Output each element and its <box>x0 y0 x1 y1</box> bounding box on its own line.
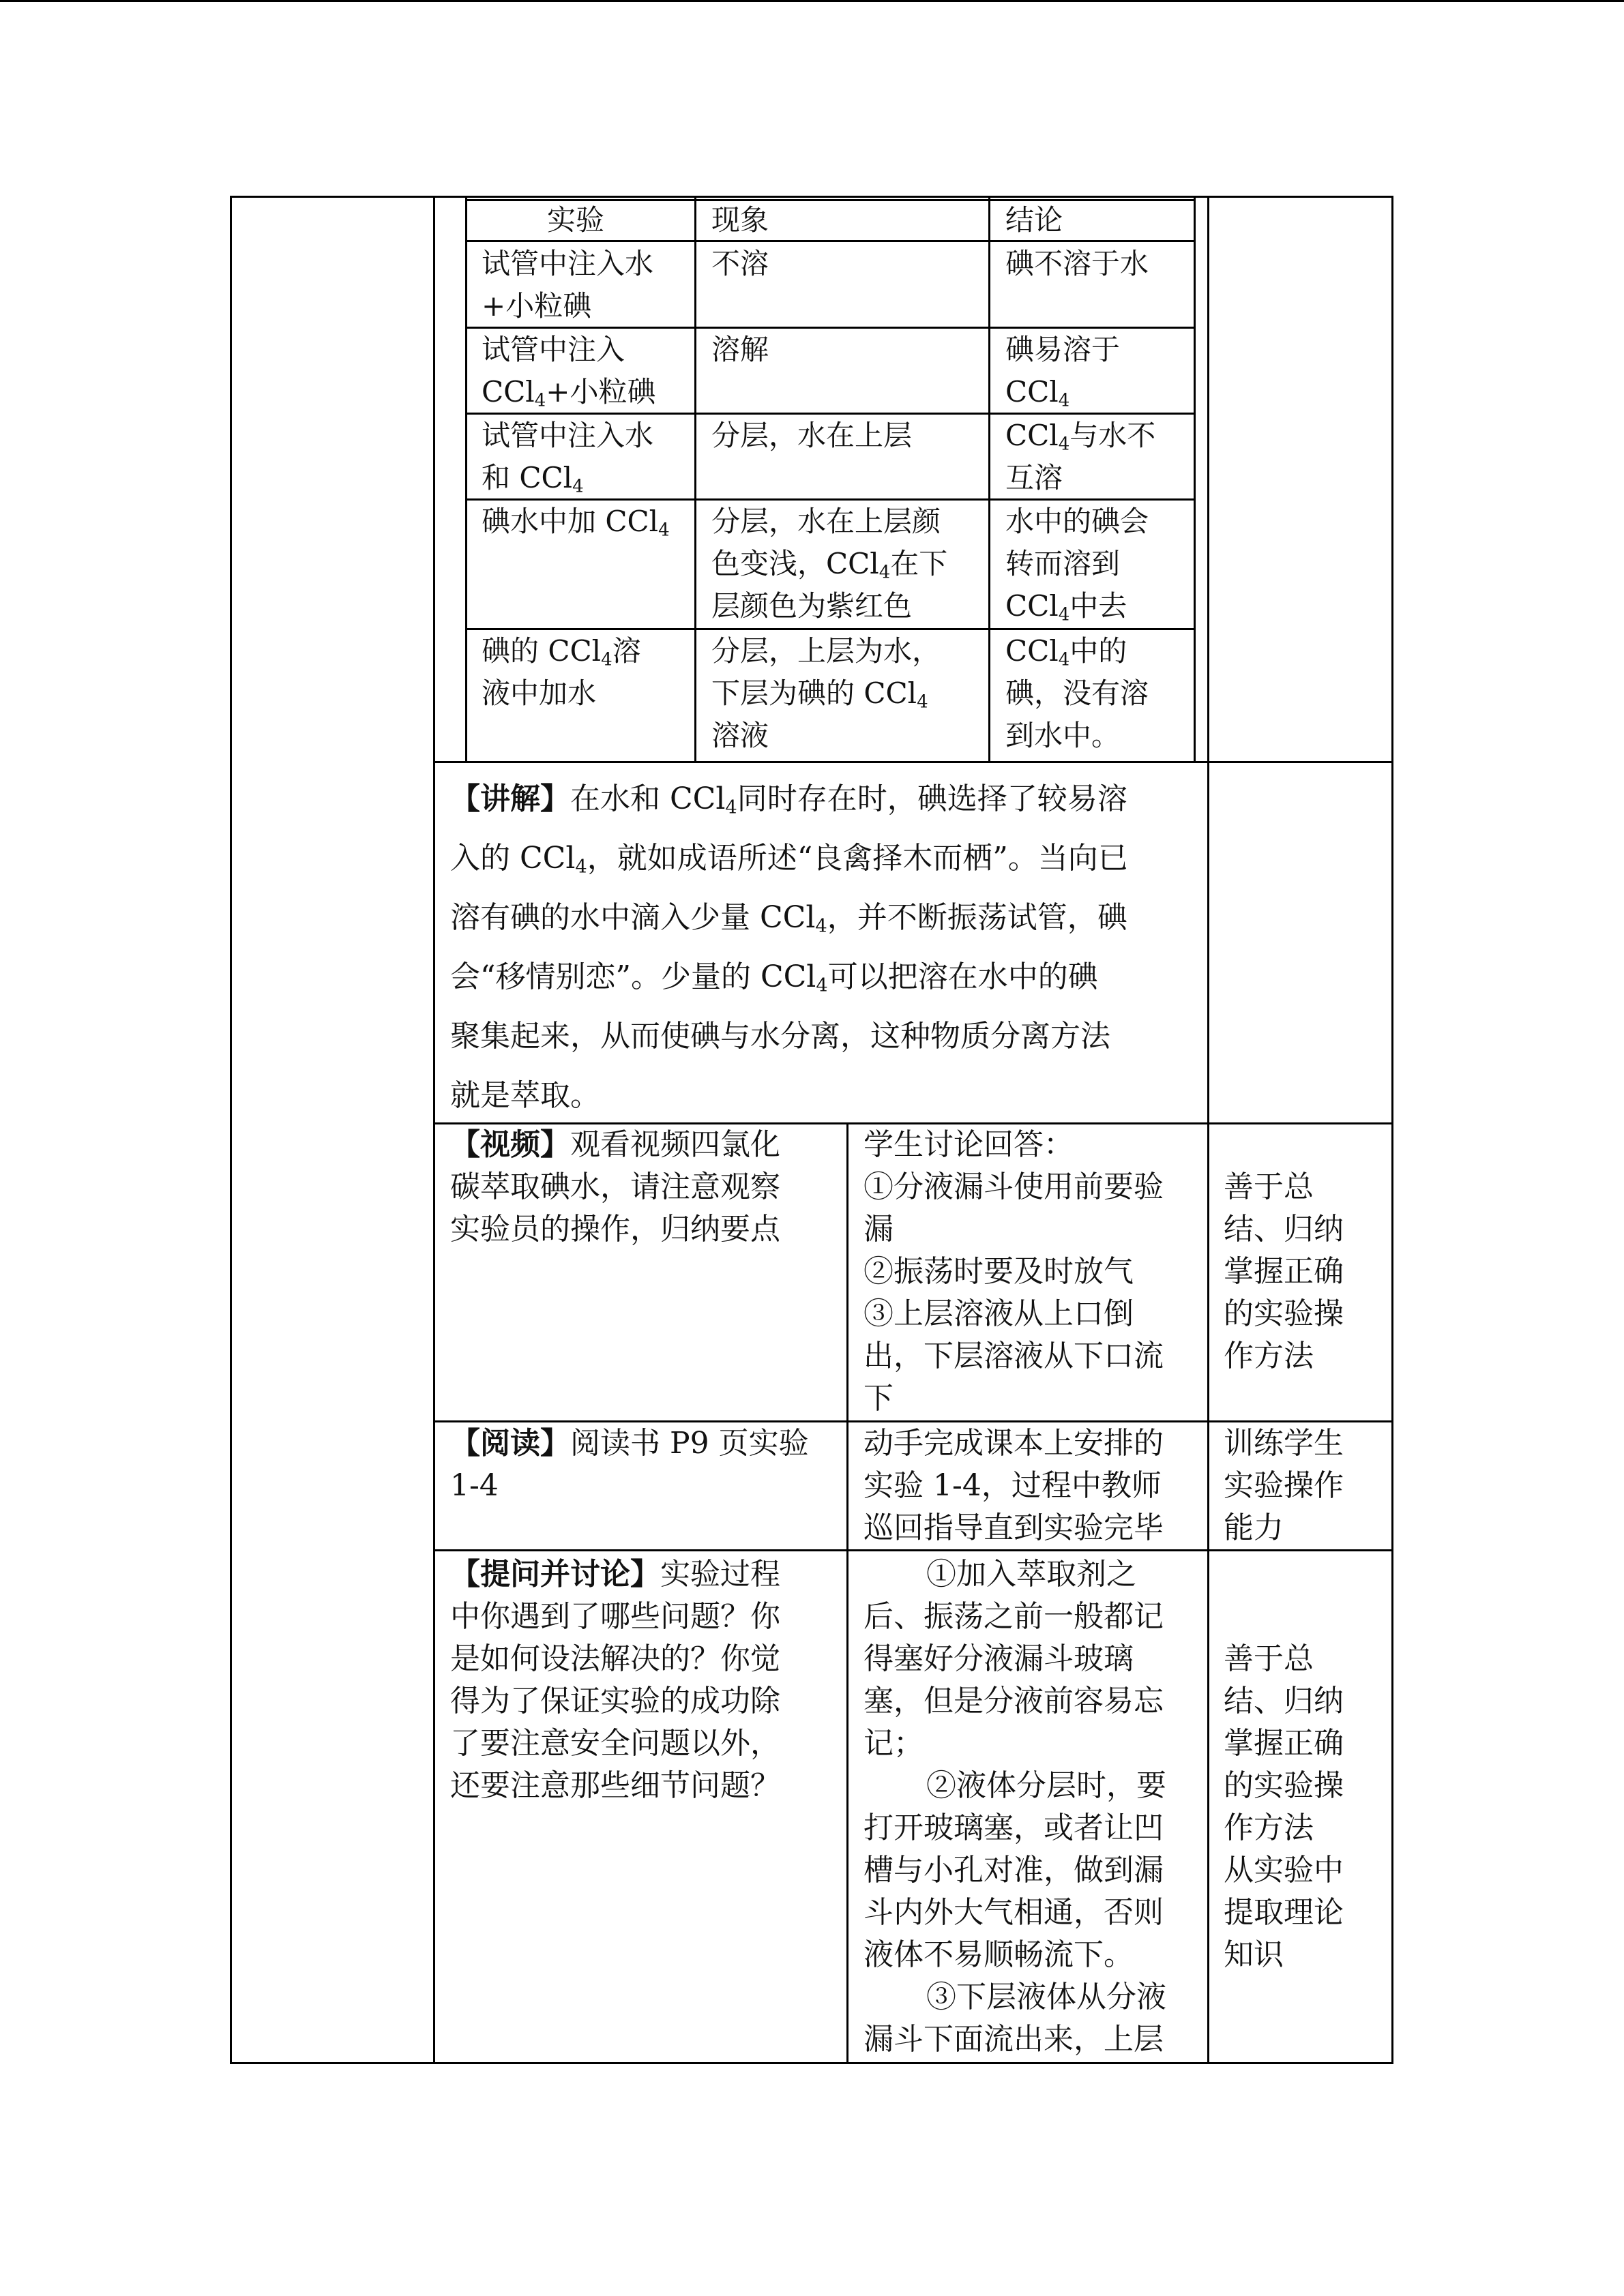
exp-header-conclusion: 结论 <box>1005 203 1063 237</box>
exp-row1-phenomenon: 不溶 <box>711 247 769 280</box>
column-divider-2 <box>846 1122 848 2064</box>
exp-row5-conclusion: CCl$_4$中的 碘，没有溶 到水中。 <box>1005 634 1149 752</box>
exp-table-right <box>1194 196 1196 761</box>
exp-table-left <box>465 196 467 761</box>
exp-row3-experiment: 试管中注入水 和 CCl$_4$ <box>482 419 654 497</box>
exp-row2-conclusion: 碘易溶于 CCl$_4$ <box>1005 333 1121 411</box>
exp-row5-experiment: 碘的 CCl$_4$溶 液中加水 <box>482 634 641 710</box>
exp-row2-experiment-line2: CCl$_4$+小粒碘 <box>482 375 656 411</box>
exp-row3-phenomenon: 分层，水在上层 <box>711 419 913 452</box>
reading-design-intent: 训练学生 实验操作 能力 <box>1224 1426 1344 1545</box>
table-border-right <box>1391 196 1393 2064</box>
column-divider-1 <box>433 196 435 2064</box>
explanation-paragraph: 【讲解】在水和 CCl$_4$同时存在时，碘选择了较易溶 入的 CCl$_4$，就如成语所述“良禽择木而栖”。当向已 溶有碘的水中滴入少量 CCl$_4$，并不断振荡试管，碘 会“移情别恋”。少量的 CCl$_4$可以把溶在水中的碘 聚集起来，从而使碘与水分离，这种物质分离方法 就是萃取。 <box>450 781 1128 1113</box>
exp-table-col2 <box>988 196 990 761</box>
exp-header-phenomenon: 现象 <box>711 203 769 237</box>
row-sep-after-reading <box>433 1549 1393 1551</box>
exp-row4-phenomenon: 分层，水在上层颜 色变浅，CCl$_4$在下 层颜色为紫红色 <box>711 505 948 623</box>
exp-header-experiment: 实验 <box>547 203 605 237</box>
column-divider-3 <box>1207 196 1209 2064</box>
table-border-left <box>230 196 232 2064</box>
discussion-student-activity: ①加入萃取剂之 后、振荡之前一般都记 得塞好分液漏斗玻璃 塞，但是分液前容易忘 记； ②液体分层时，要 打开玻璃塞，或者让凹 槽与小孔对准，做到漏 斗内外大气相通，否则 液体不易顺畅流下。 ③下层液体从分液 漏斗下面流出来，上层 <box>863 1557 1166 2057</box>
exp-row4-conclusion: 水中的碘会 转而溶到 CCl$_4$中去 <box>1005 505 1149 625</box>
table-border-top <box>230 196 1393 198</box>
exp-table-col1 <box>694 196 696 761</box>
page-top-rule <box>0 0 1624 2</box>
reading-student-activity: 动手完成课本上安排的 实验 1-4，过程中教师 巡回指导直到实验完毕 <box>863 1426 1164 1545</box>
exp-row5-phenomenon: 分层，上层为水， 下层为碘的 CCl$_4$ 溶液 <box>711 634 941 752</box>
discussion-teacher-activity: 【提问并讨论】实验过程 中你遇到了哪些问题？你 是如何设法解决的？你觉 得为了保证实验的成功除 了要注意安全问题以外， 还要注意那些细节问题？ <box>450 1557 780 1803</box>
exp-row1-conclusion: 碘不溶于水 <box>1005 247 1149 280</box>
video-design-intent: 善于总 结、归纳 掌握正确 的实验操 作方法 <box>1224 1169 1344 1373</box>
video-student-activity: 学生讨论回答： ①分液漏斗使用前要验 漏 ②振荡时要及时放气 ③上层溶液从上口倒 出，下层溶液从下口流 下 <box>863 1127 1164 1416</box>
discussion-design-intent: 善于总 结、归纳 掌握正确 的实验操 作方法 从实验中 提取理论 知识 <box>1224 1641 1344 1972</box>
reading-teacher-activity: 【阅读】阅读书 P9 页实验 1-4 <box>450 1426 809 1503</box>
exp-row3-conclusion: CCl$_4$与水不 互溶 <box>1005 419 1156 494</box>
table-border-bottom <box>230 2062 1393 2064</box>
exp-row4-experiment: 碘水中加 CCl$_4$ <box>482 505 670 541</box>
exp-row2-experiment: 试管中注入 CCl$_4$+小粒碘 <box>482 329 655 413</box>
exp-row2-phenomenon: 溶解 <box>711 333 769 366</box>
row-sep-after-experiments <box>433 761 1393 763</box>
video-teacher-activity: 【视频】观看视频四氯化 碳萃取碘水，请注意观察 实验员的操作，归纳要点 <box>450 1127 780 1247</box>
exp-row1-experiment: 试管中注入水 +小粒碘 <box>482 247 654 323</box>
